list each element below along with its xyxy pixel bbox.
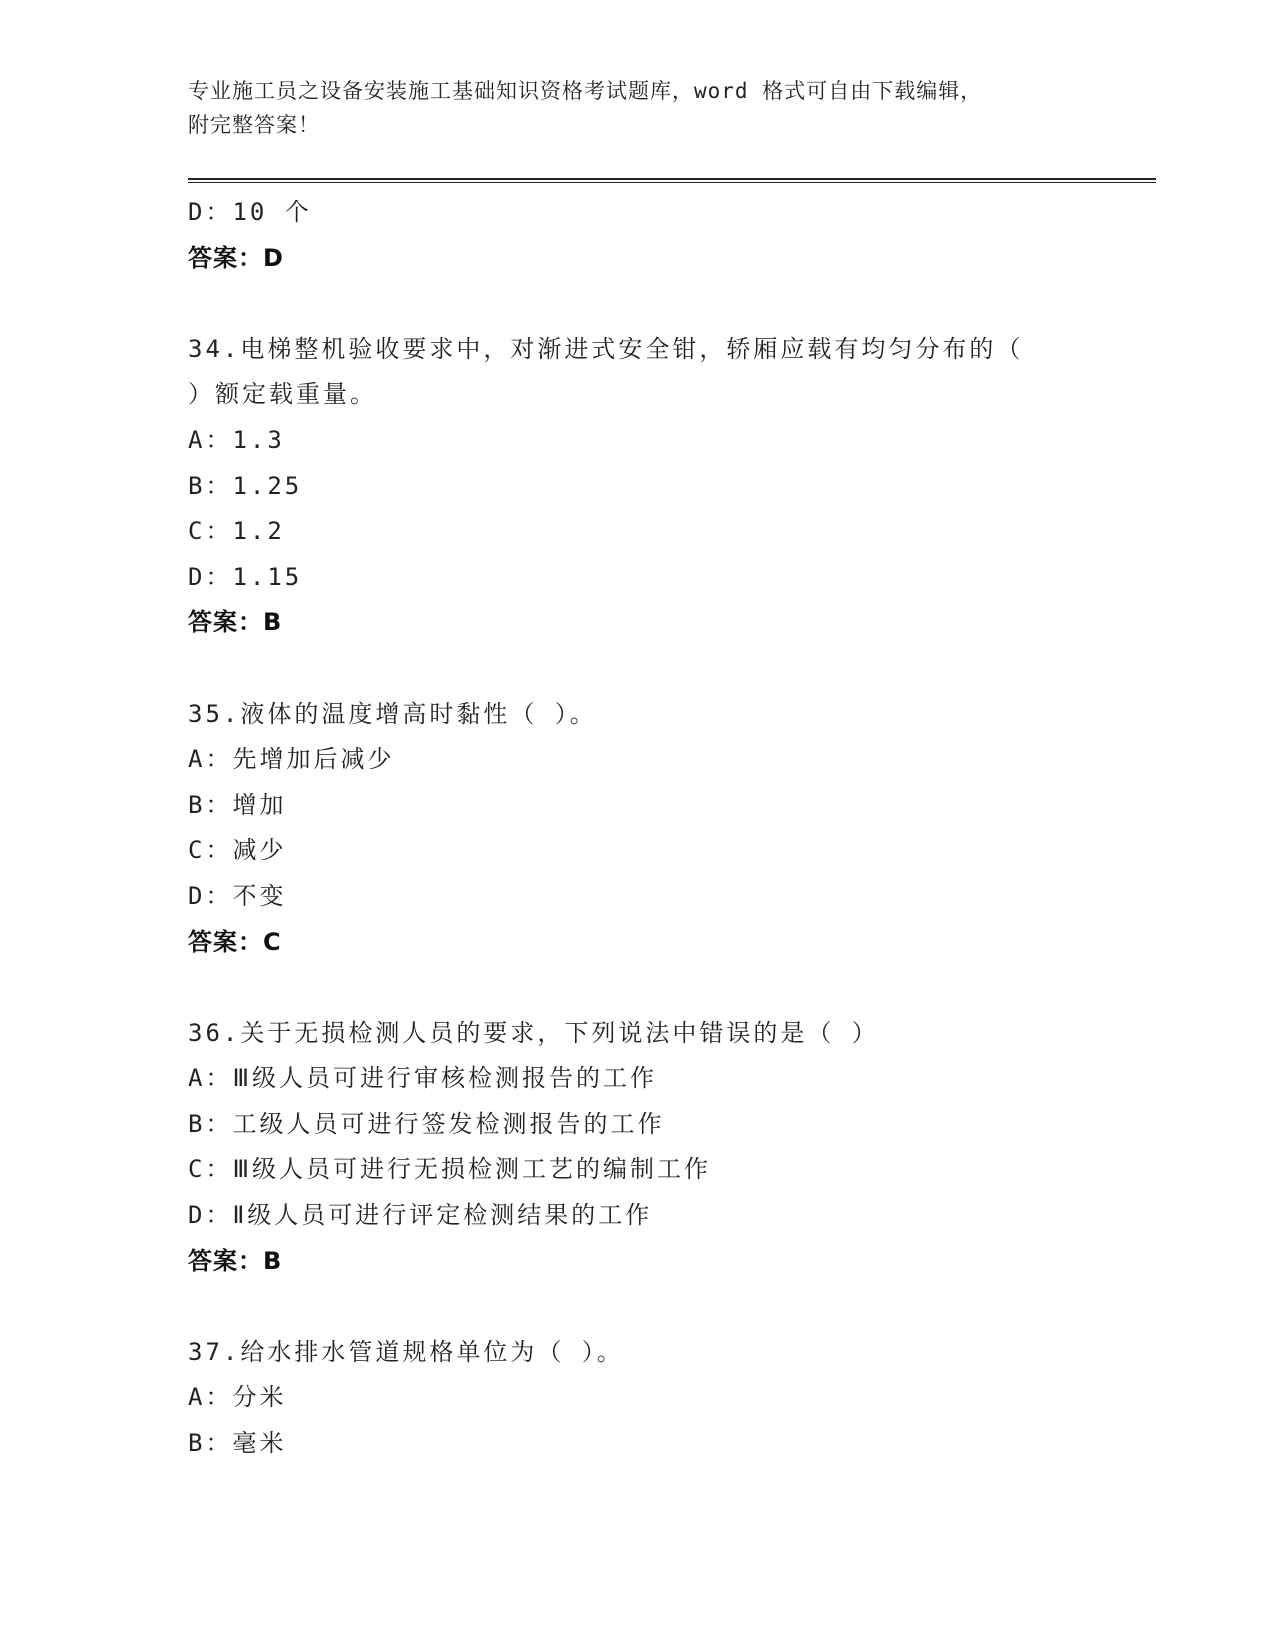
option-line: A：分米 <box>188 1383 287 1412</box>
block-spacer <box>188 1284 1088 1330</box>
document-header <box>188 74 1088 142</box>
question-text: 34.电梯整机验收要求中，对渐进式安全钳，轿厢应载有均匀分布的（ <box>188 334 1024 363</box>
header-line-2: 附完整答案！ <box>188 113 320 137</box>
block-spacer <box>188 965 1088 1011</box>
answer-line: 答案：B <box>188 608 283 637</box>
option-line: A：1.3 <box>188 425 285 454</box>
option-line: D：Ⅱ级人员可进行评定检测结果的工作 <box>188 1201 653 1230</box>
answer-line: 答案：B <box>188 1246 283 1275</box>
option-line: C：1.2 <box>188 517 285 546</box>
option-line: A：Ⅲ级人员可进行审核检测报告的工作 <box>188 1064 657 1093</box>
option-line: A：先增加后减少 <box>188 745 395 774</box>
question-list <box>188 190 1088 1467</box>
option-line: D：不变 <box>188 881 287 910</box>
answer-line: 答案：C <box>188 927 282 956</box>
question-text: 36.关于无损检测人员的要求，下列说法中错误的是（ ） <box>188 1018 879 1047</box>
question-text: 35.液体的温度增高时黏性（ ）。 <box>188 699 597 728</box>
question-block <box>188 1011 1088 1285</box>
question-block <box>188 190 1088 281</box>
option-line: D：1.15 <box>188 562 303 591</box>
option-line: C：减少 <box>188 836 287 865</box>
question-block <box>188 1330 1088 1467</box>
option-line: B：工级人员可进行签发检测报告的工作 <box>188 1109 665 1138</box>
question-block <box>188 327 1088 646</box>
option-line: C：Ⅲ级人员可进行无损检测工艺的编制工作 <box>188 1155 711 1184</box>
option-line: B：毫米 <box>188 1429 287 1458</box>
question-text-continued: ）额定载重量。 <box>188 380 377 409</box>
option-line: D：10 个 <box>188 198 312 226</box>
header-line-1: 专业施工员之设备安装施工基础知识资格考试题库，word 格式可自由下载编辑， <box>188 79 983 103</box>
header-divider-thick <box>188 178 1156 180</box>
answer-line: 答案：D <box>188 243 284 272</box>
question-text: 37.给水排水管道规格单位为（ ）。 <box>188 1337 624 1366</box>
option-line: B：增加 <box>188 790 287 819</box>
block-spacer <box>188 646 1088 692</box>
option-line: B：1.25 <box>188 471 303 500</box>
question-block <box>188 692 1088 966</box>
block-spacer <box>188 281 1088 327</box>
header-divider-thin <box>188 182 1156 183</box>
